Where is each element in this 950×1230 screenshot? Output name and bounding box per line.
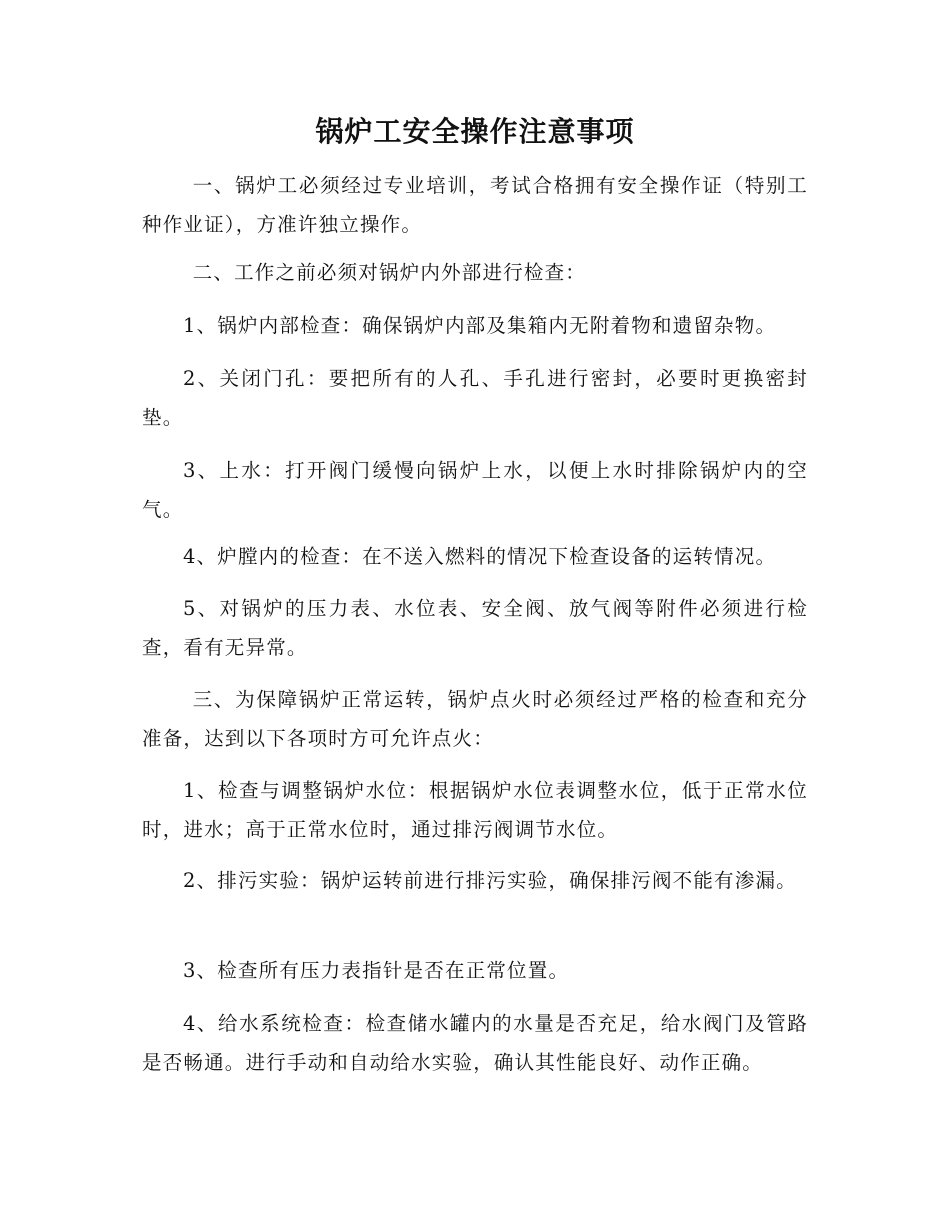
- paragraph-item-2-3: 3、上水：打开阀门缓慢向锅炉上水，以便上水时排除锅炉内的空气。: [142, 459, 808, 521]
- paragraph-item-3-3: 3、检查所有压力表指针是否在正常位置。: [182, 959, 570, 982]
- paragraph-section-2: 二、工作之前必须对锅炉内外部进行检查：: [192, 261, 586, 284]
- paragraph-item-2-4: 4、炉膛内的检查：在不送入燃料的情况下检查设备的运转情况。: [182, 545, 777, 568]
- document-title: 锅炉工安全操作注意事项: [315, 115, 635, 148]
- paragraph-item-3-4: 4、给水系统检查：检查储水罐内的水量是否充足，给水阀门及管路是否畅通。进行手动和自动给水实验，确认其性能良好、动作正确。: [142, 1012, 808, 1074]
- paragraph-item-3-1: 1、检查与调整锅炉水位：根据锅炉水位表调整水位，低于正常水位时，进水；高于正常水位时，通过排污阀调节水位。: [142, 779, 808, 841]
- paragraph-item-2-2: 2、关闭门孔：要把所有的人孔、手孔进行密封，必要时更换密封垫。: [142, 367, 808, 429]
- paragraph-item-2-5: 5、对锅炉的压力表、水位表、安全阀、放气阀等附件必须进行检查，看有无异常。: [142, 597, 808, 659]
- paragraph-section-3: 三、为保障锅炉正常运转，锅炉点火时必须经过严格的检查和充分准备，达到以下各项时方可允许点火：: [142, 688, 808, 750]
- paragraph-item-3-2: 2、排污实验：锅炉运转前进行排污实验，确保排污阀不能有渗漏。: [182, 869, 797, 892]
- paragraph-section-1: 一、锅炉工必须经过专业培训，考试合格拥有安全操作证（特别工种作业证），方准许独立操作。: [142, 174, 808, 236]
- paragraph-item-2-1: 1、锅炉内部检查：确保锅炉内部及集箱内无附着物和遗留杂物。: [182, 314, 777, 337]
